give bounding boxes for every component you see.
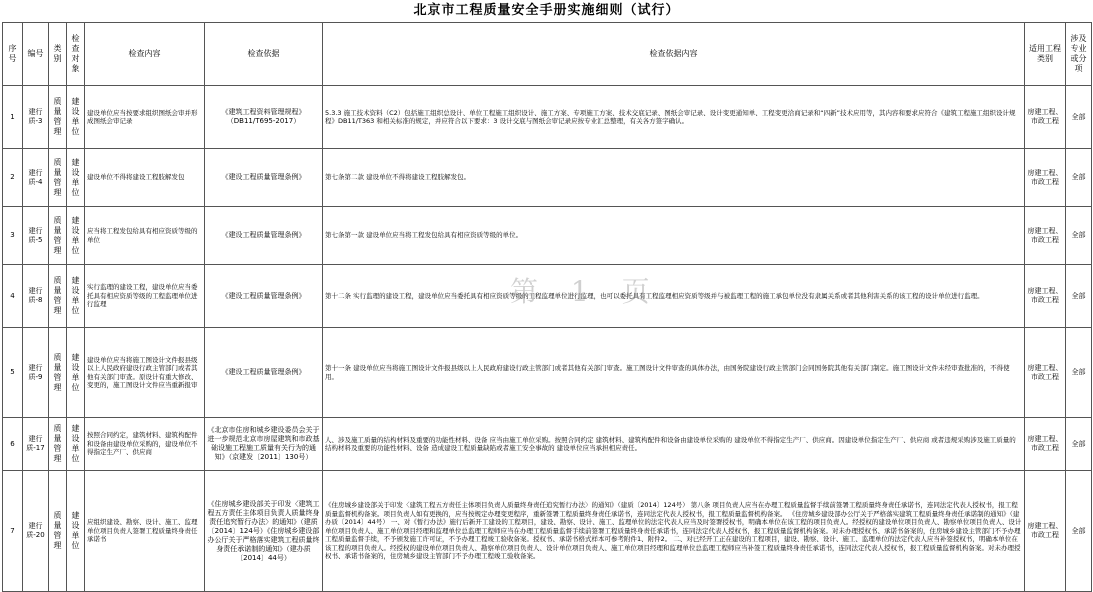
row-content: 第七条第二款 建设单位不得将建设工程肢解发包。 — [323, 149, 1025, 207]
header-row — [3, 23, 1092, 86]
table-row — [3, 149, 1092, 207]
row-content: 《住房城乡建设部关于印发〈建筑工程五方责任主体项目负责人质量终身责任追究暂行办法〉的通知》（建质〔2014〕124号） 第八条 项目负责人应当在办理工程质量监督手续前签署工程质量终身责任承诺书，连同法定代表人授权书，报工程质量监督机构备案。项目负责人如有更换的，应当按规定办理变更程序，重新签署工程质量终身责任承诺书，连同法定代表人授权书，报工程质量监督机构备案。 《住房城乡建设部办公厅关于严格落实建筑工程质量终身责任承诺制的通知》（建办质〔2014〕44号） 一、对《暂行办法》施行后新开工建设的工程项目，建设、勘察、设计、施工、监理单位的法定代表人应当及时签署授权书，明确本单位在该工程的项目负责人。经授权的建设单位项目负责人、勘察单位项目负责人、设计单位项目负责人、施工单位项目经理和监理单位总监理工程师应当在办理工程质量监督手续前签署工程质量终身责任承诺书，连同法定代表人授权书，报工程质量监督机构备案。对未办理授权书、承诺书备案的，住房城乡建设主管部门不予办理工程质量监督手续，不予颁发施工许可证，不予办理工程竣工验收备案。授权书、承诺书格式样本可参考附件1、附件2。 二、对已经开工正在建设的工程项目，建设、勘察、设计、施工、监理单位的法定代表人应当补签授权书，明确本单位在该工程的项目负责人。经授权的建设单位项目负责人、勘察单位项目负责人、设计单位项目负责人、施工单位项目经理和监理单位总监理工程师应当补签工程质量终身责任承诺书，连同法定代表人授权书，报工程质量监督机构备案。对未办理授权书、承诺书备案的，住房城乡建设主管部门不予办理工程竣工验收备案。 — [323, 471, 1025, 592]
row-category: 质量管理 — [49, 149, 67, 207]
row-project-type: 房建工程、市政工程 — [1025, 86, 1066, 149]
row-category: 质量管理 — [49, 328, 67, 418]
header-project-type: 适用工程类别 — [1025, 23, 1066, 86]
row-item: 建设单位不得将建设工程肢解发包 — [85, 149, 205, 207]
header-category: 类别 — [49, 23, 67, 86]
table-row — [3, 418, 1092, 471]
row-object: 建设单位 — [67, 471, 85, 592]
row-category: 质量管理 — [49, 207, 67, 265]
row-category: 质量管理 — [49, 418, 67, 471]
row-code: 建行质-8 — [23, 265, 49, 328]
row-specialty: 全部 — [1066, 471, 1092, 592]
row-content: 5.3.3 施工技术资料（C2）包括施工组织总设计、单位工程施工组织设计、施工方案、专项施工方案、技术交底记录、图纸会审记录、设计变更通知单、工程变更洽商记录和“四新”技术应用等，其内容和要求应符合《建筑工程施工组织设计规程》DB11/T363 和相关标准的规定，并应符合以下要求：3 设计交底与图纸会审记录应按专业汇总整理，有关各方签字确认。 — [323, 86, 1025, 149]
row-category: 质量管理 — [49, 86, 67, 149]
row-specialty: 全部 — [1066, 265, 1092, 328]
row-basis: 《住房城乡建设部关于印发〈建筑工程五方责任主体项目负责人质量终身责任追究暂行办法〉的通知》（建质〔2014〕124号）《住房城乡建设部办公厅关于严格落实建筑工程质量终身责任承诺制的通知》（建办质〔2014〕44号） — [205, 471, 323, 592]
row-specialty: 全部 — [1066, 149, 1092, 207]
header-code: 编号 — [23, 23, 49, 86]
row-specialty: 全部 — [1066, 86, 1092, 149]
table-row — [3, 86, 1092, 149]
row-code: 建行质-20 — [23, 471, 49, 592]
header-no: 序号 — [3, 23, 23, 86]
header-object: 检查对象 — [67, 23, 85, 86]
row-code: 建行质-5 — [23, 207, 49, 265]
row-project-type: 房建工程、市政工程 — [1025, 265, 1066, 328]
row-content: 第七条第一款 建设单位应当将工程发包给具有相应资质等级的单位。 — [323, 207, 1025, 265]
row-object: 建设单位 — [67, 265, 85, 328]
row-no: 5 — [3, 328, 23, 418]
header-specialty: 涉及专业或分项 — [1066, 23, 1092, 86]
row-no: 2 — [3, 149, 23, 207]
row-basis: 《北京市住房和城乡建设委员会关于进一步规范北京市房屋建筑和市政基础设施工程施工质量有关行为的通知》（京建发〔2011〕130号） — [205, 418, 323, 471]
row-item: 建设单位应当按要求组织图纸会审并形成图纸会审记录 — [85, 86, 205, 149]
table-row — [3, 265, 1092, 328]
page-title: 北京市工程质量安全手册实施细则（试行） — [413, 3, 680, 18]
row-object: 建设单位 — [67, 328, 85, 418]
row-content: 人、涉及施工质量的结构材料及重要的功能性材料、设备 应当由施工单位采购。按照合同约定 建筑材料、建筑构配件和设备由建设单位采购的 建设单位不得指定生产厂、供应商。因建设单位指定生产厂、供应商 或者违规采购涉及施工质量的结构材料及重要的功能性材料、设备 造成建设工程质量缺陷或者施工安全事故的 建设单位应当承担相应责任。 — [323, 418, 1025, 471]
row-specialty: 全部 — [1066, 328, 1092, 418]
row-no: 7 — [3, 471, 23, 592]
header-basis-content: 检查依据内容 — [323, 23, 1025, 86]
row-project-type: 房建工程、市政工程 — [1025, 328, 1066, 418]
row-code: 建行质-3 — [23, 86, 49, 149]
page-watermark: 第 1 页 — [510, 275, 662, 308]
row-code: 建行质-9 — [23, 328, 49, 418]
row-object: 建设单位 — [67, 86, 85, 149]
row-item: 实行监理的建设工程，建设单位应当委托具有相应资质等级的工程监理单位进行监理 — [85, 265, 205, 328]
row-item: 建设单位应当将施工图设计文件报县级以上人民政府建设行政主管部门或者其他有关部门审查。原设计有重大修改、变更的，施工图设计文件应当重新报审 — [85, 328, 205, 418]
row-specialty: 全部 — [1066, 418, 1092, 471]
table-row — [3, 328, 1092, 418]
inspection-table — [2, 22, 1092, 592]
row-no: 3 — [3, 207, 23, 265]
row-code: 建行质-17 — [23, 418, 49, 471]
row-no: 6 — [3, 418, 23, 471]
row-no: 4 — [3, 265, 23, 328]
row-item: 应当将工程发包给具有相应资质等级的单位 — [85, 207, 205, 265]
row-object: 建设单位 — [67, 207, 85, 265]
row-category: 质量管理 — [49, 471, 67, 592]
header-basis: 检查依据 — [205, 23, 323, 86]
row-project-type: 房建工程、市政工程 — [1025, 149, 1066, 207]
row-basis: 《建设工程质量管理条例》 — [205, 149, 323, 207]
row-content: 第十二条 实行监理的建设工程，建设单位应当委托具有相应资质等级的工程监理单位进行监理，也可以委托具有工程监理相应资质等级并与被监理工程的施工承包单位没有隶属关系或者其他利害关系的该工程的设计单位进行监理。 — [323, 265, 1025, 328]
row-specialty: 全部 — [1066, 207, 1092, 265]
row-item: 应组织建设、勘察、设计、施工、监理单位项目负责人签署工程质量终身责任承诺书 — [85, 471, 205, 592]
table-row — [3, 207, 1092, 265]
table-row — [3, 471, 1092, 592]
row-basis: 《建设工程质量管理条例》 — [205, 207, 323, 265]
row-basis: 《建设工程质量管理条例》 — [205, 328, 323, 418]
row-object: 建设单位 — [67, 149, 85, 207]
row-category: 质量管理 — [49, 265, 67, 328]
row-basis: 《建筑工程资料管理规程》（DB11/T695-2017） — [205, 86, 323, 149]
row-code: 建行质-4 — [23, 149, 49, 207]
row-object: 建设单位 — [67, 418, 85, 471]
row-basis: 《建设工程质量管理条例》 — [205, 265, 323, 328]
row-item: 按照合同约定，建筑材料、建筑构配件和设备由建设单位采购的，建设单位不得指定生产厂、供应商 — [85, 418, 205, 471]
row-project-type: 房建工程、市政工程 — [1025, 418, 1066, 471]
row-project-type: 房建工程、市政工程 — [1025, 471, 1066, 592]
row-no: 1 — [3, 86, 23, 149]
row-content: 第十一条 建设单位应当将施工图设计文件报县级以上人民政府建设行政主管部门或者其他有关部门审查。施工图设计文件审查的具体办法，由国务院建设行政主管部门会同国务院其他有关部门制定。施工图设计文件未经审查批准的，不得使用。 — [323, 328, 1025, 418]
header-item: 检查内容 — [85, 23, 205, 86]
row-project-type: 房建工程、市政工程 — [1025, 207, 1066, 265]
